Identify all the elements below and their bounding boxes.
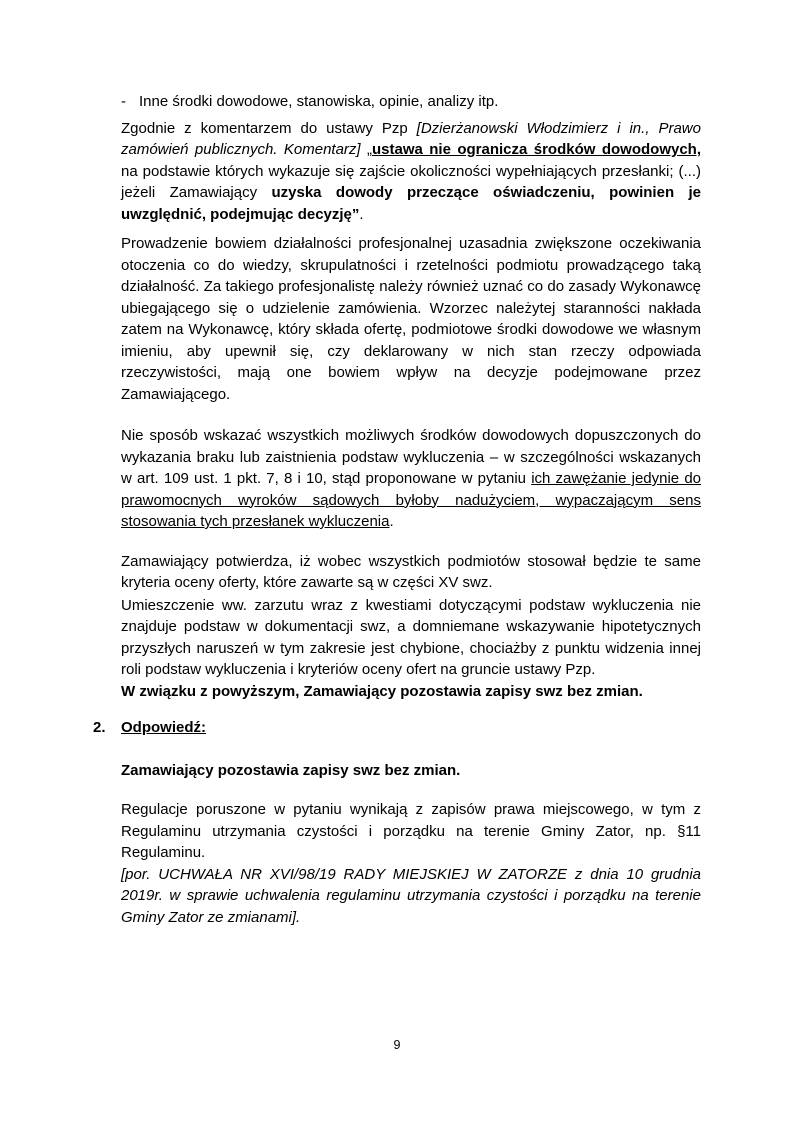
paragraph-allegation: Umieszczenie ww. zarzutu wraz z kwestiami dotyczącymi podstaw wykluczenia nie znajduje podstaw w dokumentacji swz, a domniemane wskazywanie hipotetycznych przyszłych naruszeń w tym zakresie jest chybione, chociażby z punktu widzenia innej roli podstaw wykluczenia i kryteriów oceny ofert na gruncie ustawy Pzp.	[121, 596, 701, 678]
evidence-underlined: ich zawężanie jedynie do prawomocnych wyroków sądowych byłoby nadużyciem, wypaczającym sens stosowania tych przesłanek wykluczenia	[121, 470, 702, 530]
commentary-bold-tail: uzyska dowody przeczące oświadczeniu, powinien je uwzględnić, podejmując decyzję”	[121, 184, 702, 223]
commentary-middle: na podstawie których wykazuje się zajście okoliczności wypełniających przesłanki; (...) jeżeli Zamawiający	[121, 162, 701, 201]
paragraph-conclusion-bold: W związku z powyższym, Zamawiający pozostawia zapisy swz bez zmian.	[121, 682, 643, 700]
answer-heading-label: Odpowiedź:	[121, 719, 206, 736]
commentary-quote-open: „	[360, 141, 372, 158]
commentary-lead: Zgodnie z komentarzem do ustawy Pzp	[121, 119, 417, 137]
commentary-reference: [Dzierżanowski Włodzimierz i in., Prawo zamówień publicznych. Komentarz]	[121, 119, 701, 158]
answer-number: 2.	[93, 719, 106, 736]
paragraph-resolution-italic: [por. UCHWAŁA NR XVI/98/19 RADY MIEJSKIEJ W ZATORZE z dnia 10 grudnia 2019r. w sprawie uchwalenia regulaminu utrzymania czystości i porządku na terenie Gminy Zator ze zmianami].	[121, 865, 701, 926]
paragraph-commentary-quote	[121, 118, 701, 226]
evidence-closing: .	[389, 513, 394, 530]
paragraph-evidence	[121, 425, 701, 533]
commentary-bold-underlined: ustawa nie ogranicza środków dowodowych,	[372, 141, 702, 158]
list-item-dash: -	[121, 93, 126, 110]
list-item-text: Inne środki dowodowe, stanowiska, opinie, analizy itp.	[139, 93, 499, 110]
page-number: 9	[393, 1038, 401, 1052]
commentary-closing: .	[359, 205, 364, 223]
paragraph-criteria: Zamawiający potwierdza, iż wobec wszystkich podmiotów stosował będzie te same kryteria oceny oferty, które zawarte są w części XV swz.	[121, 552, 701, 591]
answer-heading	[93, 717, 701, 739]
evidence-lead: Nie sposób wskazać wszystkich możliwych środków dowodowych dopuszczonych do wykazania braku lub zaistnienia podstaw wykluczenia – w szczególności wskazanych w art. 109 ust. 1 pkt. 7, 8 i 10, stąd proponowane w pytaniu	[121, 427, 701, 487]
paragraph-professionalism: Prowadzenie bowiem działalności profesjonalnej uzasadnia zwiększone oczekiwania otoczenia co do wiedzy, skrupulatności i rzetelności podmiotu prowadzącego taką działalność. Za takiego profesjonalistę należy również uznać co do zasady Wykonawcę ubiegającego się o udzielenie zamówienia. Wzorzec należytej staranności nakłada zatem na Wykonawcę, który składa ofertę, podmiotowe środki dowodowe we własnym imieniu, aby upewnił się, czy deklarowany w nich stan rzeczy odpowiada rzeczywistości, mają one bowiem wpływ na decyzje podejmowane przez Zamawiającego.	[121, 235, 701, 403]
paragraph-answer-bold: Zamawiający pozostawia zapisy swz bez zmian.	[121, 761, 461, 779]
list-item-other-evidence	[121, 91, 701, 113]
paragraph-regulations: Regulacje poruszone w pytaniu wynikają z zapisów prawa miejscowego, w tym z Regulaminu utrzymania czystości i porządku na terenie Gminy Zator, np. §11 Regulaminu.	[121, 801, 701, 861]
